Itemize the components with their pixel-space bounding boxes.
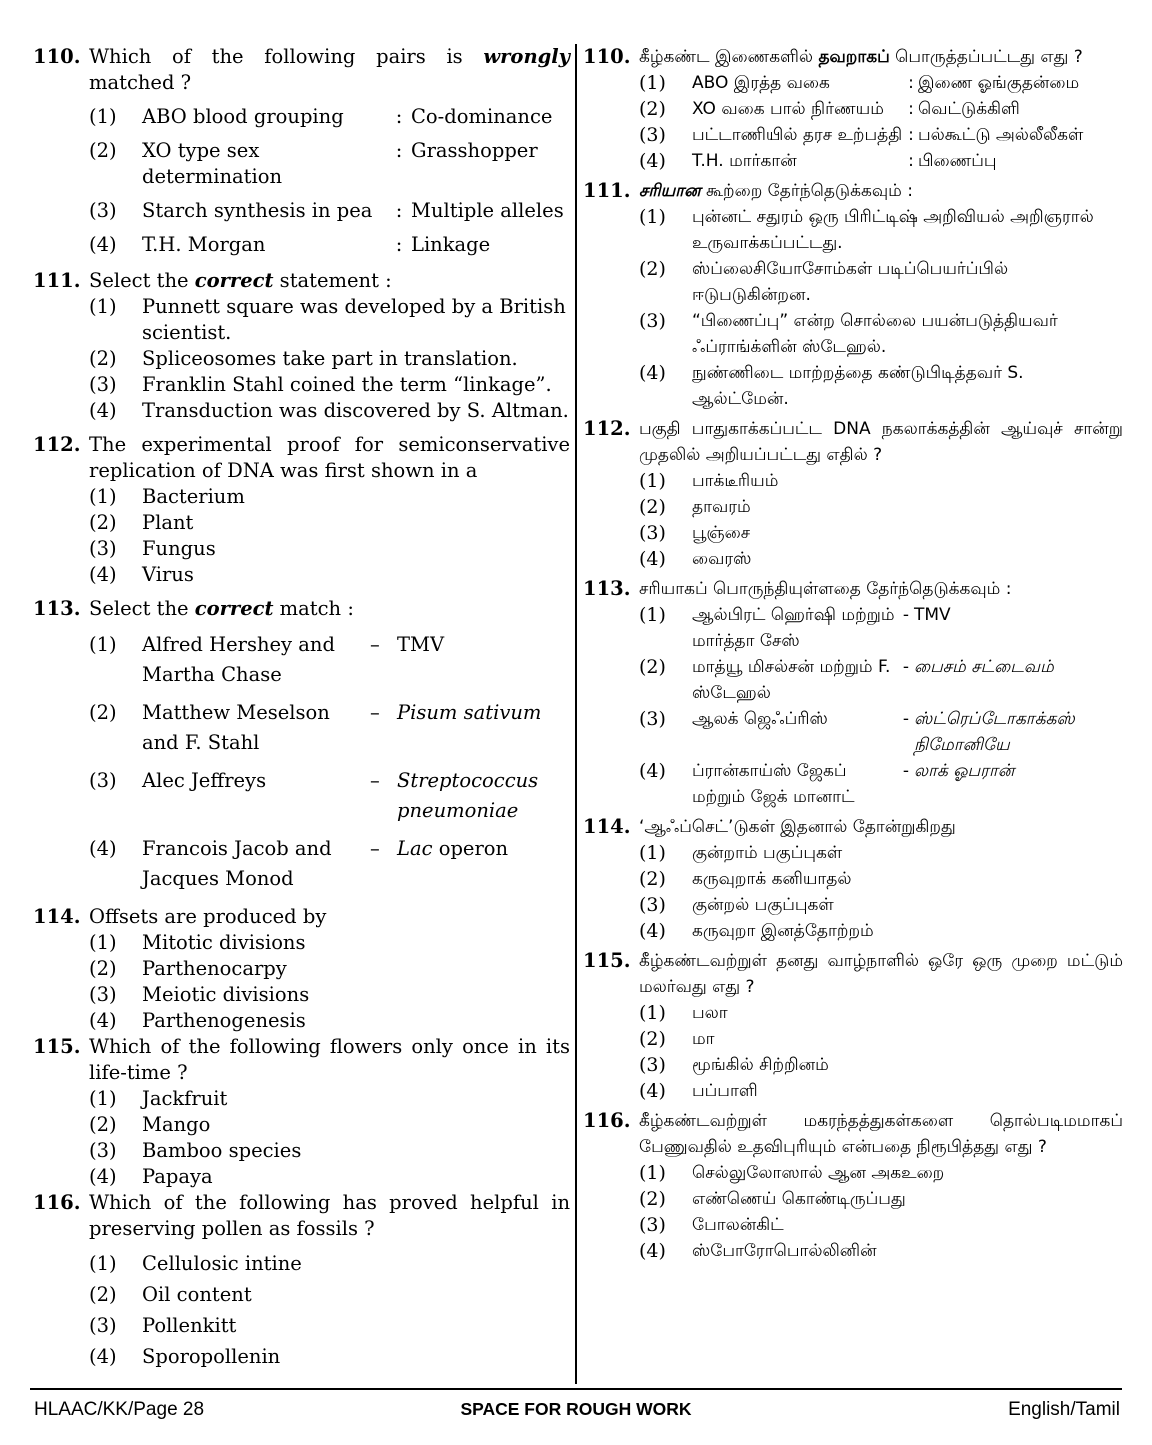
question-116-en (33, 1190, 570, 1372)
question-number: 110. (33, 45, 81, 68)
question-113-en (33, 596, 570, 894)
question-text: Which of the following flowers only once in its life-time ? (89, 1035, 570, 1084)
option-3: (3) பட்டாணியில் தரச உற்பத்தி : பல்கூட்டு அல்லீலீகள் (639, 124, 1084, 146)
option-4: (4) Transduction was discovered by S. Altman. (89, 399, 569, 422)
option-4: (4) Virus (89, 563, 194, 586)
column-divider (575, 44, 577, 1384)
rough-work-label: SPACE FOR ROUGH WORK (460, 1399, 692, 1419)
question-number: 115. (33, 1035, 81, 1058)
option-1: (1) Jackfruit (89, 1087, 228, 1110)
option-4: (4) Parthenogenesis (89, 1009, 306, 1032)
question-text: The experimental proof for semiconservative replication of DNA was first shown in a (89, 433, 570, 482)
option-1: (1) ஆல்பிரட் ஹெர்ஷி மற்றும் மார்த்தா சேஸ் - TMV (639, 604, 951, 651)
question-110-en (33, 44, 570, 258)
option-4: (4) T.H. Morgan : Linkage (89, 233, 491, 256)
option-2: (2) Spliceosomes take part in translation. (89, 347, 518, 370)
option-4: (4) ஸ்போரோபொல்லினின் (639, 1240, 877, 1262)
option-3: (3) போலன்கிட் (639, 1214, 784, 1236)
option-3: (3) “பிணைப்பு” என்ற சொல்லை பயன்படுத்தியவர் ஃப்ராங்க்ளின் ஸ்டேஹல். (639, 310, 1058, 357)
question-text: சரியான கூற்றை தேர்ந்தெடுக்கவும் : (639, 181, 913, 201)
option-3: (3) மூங்கில் சிற்றினம் (639, 1054, 829, 1076)
question-number: 115. (583, 949, 631, 972)
option-2: (2) மாத்யூ மிசல்சன் மற்றும் F. ஸ்டேஹல் - பைசம் சட்டைவம் (639, 656, 1054, 703)
question-text: Offsets are produced by (89, 905, 327, 928)
english-column (33, 44, 570, 1378)
option-3: (3) Franklin Stahl coined the term “linkage”. (89, 373, 552, 396)
option-1: (1) Cellulosic intine (89, 1252, 302, 1275)
option-2: (2) மா (639, 1028, 715, 1050)
language-label: English/Tamil (1008, 1399, 1120, 1420)
option-2: (2) Matthew Meselson and F. Stahl – Pisum sativum (89, 701, 542, 754)
question-number: 112. (33, 433, 81, 456)
option-3: (3) குன்றல் பகுப்புகள் (639, 894, 834, 916)
question-text: Which of the following pairs is wrongly matched ? (89, 45, 570, 94)
question-116-ta (583, 1108, 1123, 1264)
page-code: HLAAC/KK/Page 28 (34, 1399, 205, 1420)
option-3: (3) Pollenkitt (89, 1314, 237, 1337)
question-112-ta (583, 416, 1123, 572)
option-4: (4) நுண்ணிடை மாற்றத்தை கண்டுபிடித்தவர் S. ஆல்ட்மேன். (639, 362, 1024, 409)
option-1: (1) Mitotic divisions (89, 931, 306, 954)
option-3: (3) Alec Jeffreys – Streptococcus pneumoniae (89, 769, 539, 822)
option-4: (4) ப்ரான்காய்ஸ் ஜேகப் மற்றும் ஜேக் மானாட் - லாக் ஓபரான் (639, 760, 1015, 807)
question-number: 111. (583, 179, 631, 202)
question-text: கீழ்கண்ட இணைகளில் தவறாகப் பொருத்தப்பட்டது எது ? (639, 47, 1083, 67)
option-1: (1) Punnett square was developed by a British scientist. (89, 295, 566, 344)
option-3: (3) Starch synthesis in pea : Multiple alleles (89, 199, 564, 222)
option-2: (2) XO type sex determination : Grasshopper (89, 139, 538, 188)
option-1: (1) ABO இரத்த வகை : இணை ஓங்குதன்மை (639, 72, 1080, 94)
question-text: Select the correct statement : (89, 269, 392, 292)
option-4: (4) Francois Jacob and Jacques Monod – Lac operon (89, 837, 509, 890)
question-number: 114. (583, 815, 631, 838)
option-2: (2) Parthenocarpy (89, 957, 287, 980)
question-113-ta (583, 576, 1123, 810)
question-text: சரியாகப் பொருந்தியுள்ளதை தேர்ந்தெடுக்கவும் : (639, 579, 1012, 599)
question-text: கீழ்கண்டவற்றுள் மகரந்தத்துகள்களை தொல்படிமமாகப் பேணுவதில் உதவிபுரியும் என்பதை நிரூபித்தது எது ? (639, 1111, 1123, 1157)
question-number: 112. (583, 417, 631, 440)
question-111-ta (583, 178, 1123, 412)
option-1: (1) புன்னட் சதுரம் ஒரு பிரிட்டிஷ் அறிவியல் அறிஞரால் உருவாக்கப்பட்டது. (639, 206, 1094, 253)
question-114-en (33, 904, 570, 1034)
option-4: (4) Papaya (89, 1165, 213, 1188)
option-1: (1) Alfred Hershey and Martha Chase – TMV (89, 633, 445, 686)
option-2: (2) தாவரம் (639, 496, 751, 518)
option-4: (4) வைரஸ் (639, 548, 752, 570)
option-4: (4) கருவுறா இனத்தோற்றம் (639, 920, 874, 942)
option-1: (1) செல்லுலோஸால் ஆன அகஉறை (639, 1162, 945, 1184)
question-text: Select the correct match : (89, 597, 354, 620)
question-number: 114. (33, 905, 81, 928)
question-text: Which of the following has proved helpful in preserving pollen as fossils ? (89, 1191, 570, 1240)
question-number: 110. (583, 45, 631, 68)
tamil-column (583, 44, 1123, 1270)
option-4: (4) பப்பாளி (639, 1080, 758, 1102)
option-2: (2) XO வகை பால் நிர்ணயம் : வெட்டுக்கிளி (639, 98, 1020, 120)
question-number: 111. (33, 269, 81, 292)
option-1: (1) Bacterium (89, 485, 245, 508)
question-110-ta (583, 44, 1123, 174)
option-3: (3) Fungus (89, 537, 216, 560)
option-2: (2) Plant (89, 511, 194, 534)
option-2: (2) ஸ்ப்லைசியோசோம்கள் படிப்பெயர்ப்பில் ஈடுபடுகின்றன. (639, 258, 1009, 305)
option-1: (1) குன்றாம் பகுப்புகள் (639, 842, 843, 864)
option-2: (2) Oil content (89, 1283, 252, 1306)
option-2: (2) Mango (89, 1113, 211, 1136)
option-3: (3) Bamboo species (89, 1139, 302, 1162)
question-number: 116. (583, 1109, 631, 1132)
question-115-en (33, 1034, 570, 1190)
option-2: (2) எண்ணெய் கொண்டிருப்பது (639, 1188, 906, 1210)
question-text: பகுதி பாதுகாக்கப்பட்ட DNA நகலாக்கத்தின் ஆய்வுச் சான்று முதலில் அறியப்பட்டது எதில் ? (639, 419, 1123, 465)
option-3: (3) ஆலக் ஜெஃப்ரிஸ் - ஸ்ட்ரெப்டோகாக்கஸ் நிமோனியே (639, 708, 1075, 755)
option-4: (4) T.H. மார்கான் : பிணைப்பு (639, 150, 997, 172)
question-115-ta (583, 948, 1123, 1104)
question-text: கீழ்கண்டவற்றுள் தனது வாழ்நாளில் ஒரே ஒரு முறை மட்டும் மலர்வது எது ? (639, 951, 1123, 997)
footer-rule (30, 1388, 1122, 1390)
option-1: (1) பாக்டீரியம் (639, 470, 779, 492)
question-111-en (33, 268, 570, 424)
question-number: 113. (33, 597, 81, 620)
option-4: (4) Sporopollenin (89, 1345, 281, 1368)
option-1: (1) ABO blood grouping : Co-dominance (89, 105, 553, 128)
question-114-ta (583, 814, 1123, 944)
question-112-en (33, 432, 570, 588)
question-text: ‘ஆஃப்செட்’டுகள் இதனால் தோன்றுகிறது (639, 817, 956, 837)
question-number: 113. (583, 577, 631, 600)
option-3: (3) பூஞ்சை (639, 522, 751, 544)
option-1: (1) பலா (639, 1002, 728, 1024)
question-number: 116. (33, 1191, 81, 1214)
option-3: (3) Meiotic divisions (89, 983, 310, 1006)
option-2: (2) கருவுறாக் கனியாதல் (639, 868, 852, 890)
